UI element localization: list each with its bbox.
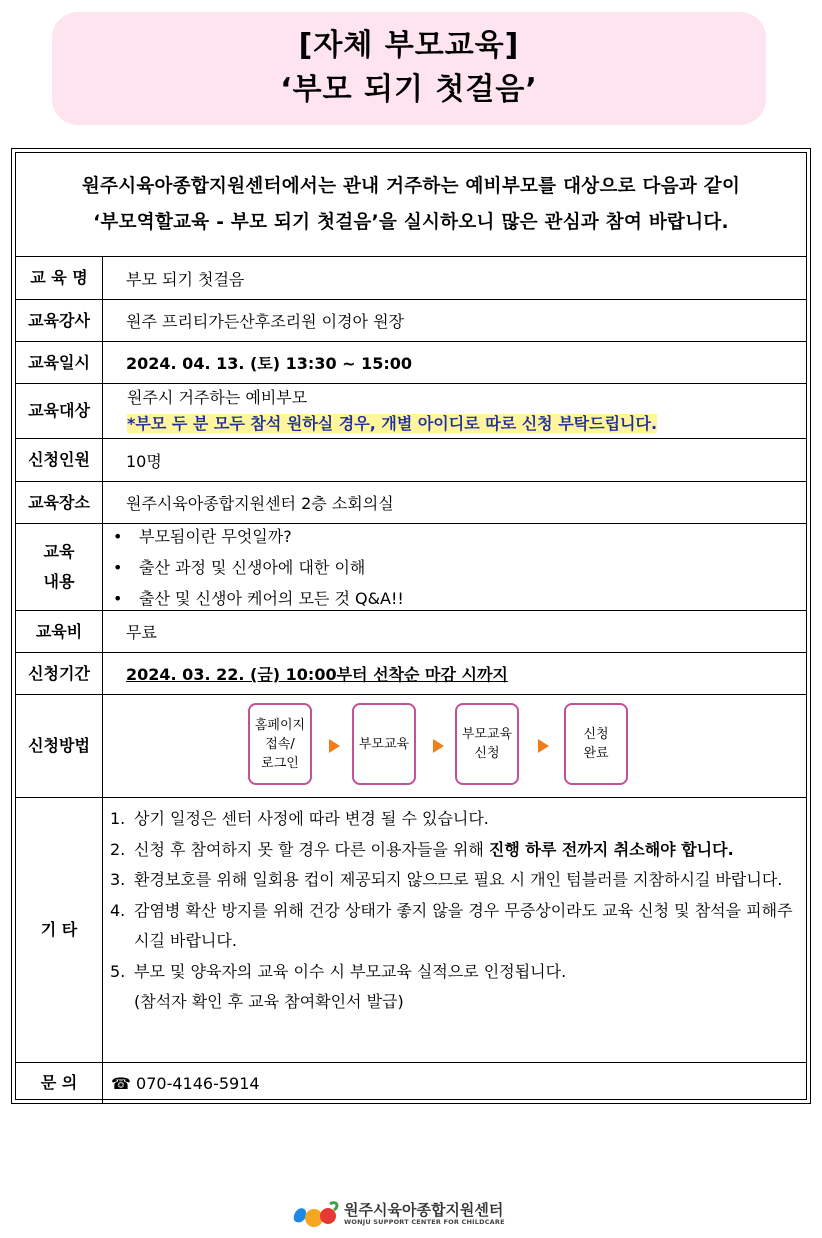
org-logo [290,1194,530,1232]
row-label: 교육강사 [16,300,103,341]
row-label: 신청방법 [16,695,103,797]
list-item [103,552,806,583]
row-label: 교 육 명 [16,257,103,299]
bullet: • [113,588,123,608]
list-item-text: 출산 및 신생아 케어의 모든 것 Q&A!! [139,588,404,608]
row-label [16,524,103,610]
row-value: 원주 프리티가든산후조리원 이경아 원장 [126,312,405,331]
table-row [16,384,806,439]
highlight-note: *부모 두 분 모두 참석 원하실 경우, 개별 아이디로 따로 신청 부탁드립니다. [127,414,658,433]
title-banner [52,12,766,125]
notice-table [11,148,811,1104]
step-apply: 부모교육 신청 [455,703,519,785]
page-subtitle: ‘부모 되기 첫걸음’ [280,72,538,107]
list-item: 3. 환경보호를 위해 일회용 컵이 제공되지 않으므로 필요 시 개인 텀블러를 지참하시길 바랍니다. [110,870,783,889]
table-row [16,798,806,1063]
list-item: 4. 감염병 확산 방지를 위해 건강 상태가 좋지 않을 경우 무증상이라도 교육 신청 및 참석을 피해주시길 바랍니다. [110,900,793,950]
arrow-right-icon [433,739,444,753]
row-label: 교육장소 [16,482,103,523]
arrow-right-icon [538,739,549,753]
phone-number: 070-4146-5914 [136,1073,260,1093]
list-item [103,521,806,552]
row-label: 교육비 [16,611,103,652]
list-item [103,583,806,614]
step-complete: 신청 완료 [564,703,628,785]
row-value: 부모 되기 첫걸음 [126,269,245,289]
intro-text [16,153,806,257]
row-label-line: 내용 [43,572,75,591]
list-item: 1. 상기 일정은 센터 사정에 따라 변경 될 수 있습니다. [110,809,489,828]
row-value: 2024. 03. 22. (금) 10:00부터 선착순 마감 시까지 [126,665,508,684]
intro-line-1: 원주시육아종합지원센터에서는 관내 거주하는 예비부모를 대상으로 다음과 같이 [81,176,741,197]
step-homepage-login: 홈페이지 접속/ 로그인 [248,703,312,785]
list-item-text: 출산 과정 및 신생아에 대한 이해 [139,557,366,577]
intro-line-2: ‘부모역할교육 - 부모 되기 첫걸음’을 실시하오니 많은 관심과 참여 바랍니다. [93,212,729,233]
list-item: 5. 부모 및 양육자의 교육 이수 시 부모교육 실적으로 인정됩니다. (참석자 확인 후 교육 참여확인서 발급) [110,961,567,1011]
page-title: [자체 부모교육] [298,28,520,63]
row-value: 10명 [126,451,162,471]
list-item-text: 부모됨이란 무엇일까? [139,526,292,546]
step-parent-education: 부모교육 [352,703,416,785]
row-value: 무료 [126,623,157,642]
table-row [16,1063,806,1103]
table-row [16,482,806,524]
row-label-line: 교육 [43,542,75,561]
row-label: 문 의 [16,1063,103,1103]
row-label: 신청인원 [16,439,103,481]
table-row [16,653,806,695]
table-row [16,257,806,300]
table-row [16,695,806,798]
row-value: 원주시육아종합지원센터 2층 소회의실 [126,494,394,513]
table-row [16,439,806,482]
list-item: 2. 신청 후 참여하지 못 할 경우 다른 이용자들을 위해 진행 하루 전까지 취소해야 합니다. [110,839,734,859]
phone-icon: ☎ [111,1073,131,1093]
row-label: 교육대상 [16,384,103,438]
row-value: 원주시 거주하는 예비부모 [127,388,308,407]
arrow-right-icon [329,739,340,753]
row-label: 교육일시 [16,342,103,383]
row-label: 신청기간 [16,653,103,694]
notes-list [103,798,806,1062]
center-logo-icon [290,1198,342,1230]
table-row [16,342,806,384]
bullet: • [113,557,123,577]
table-row [16,611,806,653]
org-name-en: WONJU SUPPORT CENTER FOR CHILDCARE [344,1218,505,1226]
bullet: • [113,526,123,546]
table-row [16,300,806,342]
table-row [16,524,806,611]
row-label: 기 타 [16,798,103,1062]
row-value: 2024. 04. 13. (토) 13:30 ~ 15:00 [126,354,413,373]
org-name: 원주시육아종합지원센터 [344,1201,504,1219]
